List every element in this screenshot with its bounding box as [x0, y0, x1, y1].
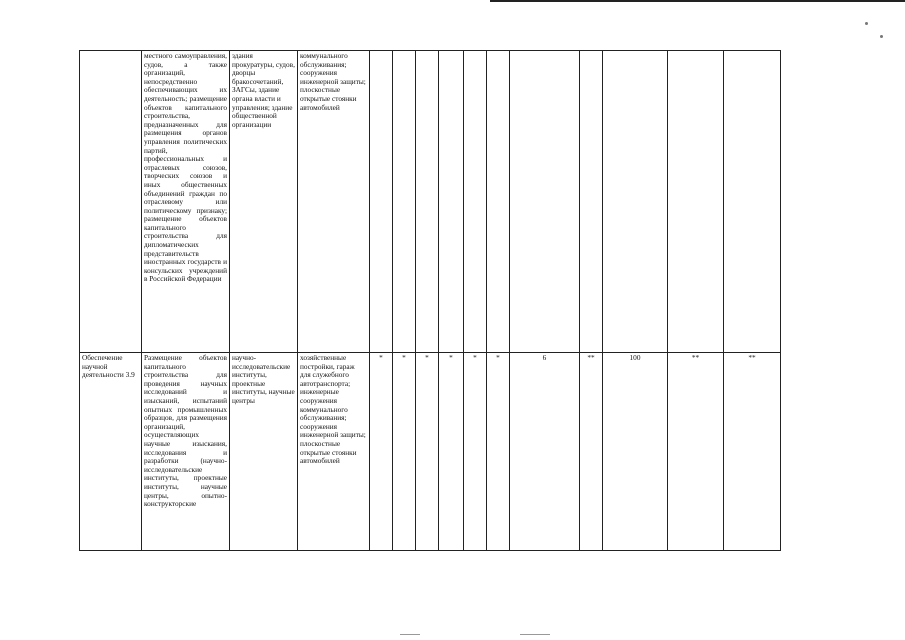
parameter-cell	[464, 51, 487, 353]
parameter-cell: **	[668, 353, 724, 551]
parameter-cell: 6	[510, 353, 580, 551]
parameter-cell	[603, 51, 668, 353]
parameter-cell: *	[393, 353, 416, 551]
parameter-cell	[393, 51, 416, 353]
parameter-cell: 100	[603, 353, 668, 551]
scan-dust-mark	[880, 35, 883, 38]
parameter-cell	[439, 51, 464, 353]
parameter-cell: *	[464, 353, 487, 551]
parameter-cell	[580, 51, 603, 353]
land-use-description-cell: Размещение объектов капитального строительства для проведения научных исследований и изысканий, испытаний опытных промышленных образцов, для размещения организаций, осуществляющих научные изыскания, исследования и разработки (научно-исследовательские институты, проектные институты, научные центры, опытно-конструкторские	[142, 353, 230, 551]
parameter-cell: **	[580, 353, 603, 551]
parameter-cell: *	[416, 353, 439, 551]
land-use-name-cell	[80, 51, 142, 353]
parameter-cell: *	[487, 353, 510, 551]
table-row	[80, 51, 781, 353]
scan-top-border-line	[490, 0, 905, 2]
parameter-cell	[487, 51, 510, 353]
table-row	[80, 353, 781, 551]
regulation-table	[79, 50, 781, 551]
parameter-cell	[510, 51, 580, 353]
auxiliary-objects-cell: хозяйственные постройки, гараж для служебного автотранспорта; инженерные сооружения коммунального обслуживания; сооружения инженерной защиты; плоскостные открытые стоянки автомобилей	[298, 353, 370, 551]
scan-noise-line	[520, 634, 550, 635]
parameter-cell: *	[370, 353, 393, 551]
parameter-cell	[370, 51, 393, 353]
parameter-cell	[416, 51, 439, 353]
main-objects-cell: научно-исследовательские институты, проектные институты, научные центры	[230, 353, 298, 551]
auxiliary-objects-cell: коммунального обслуживания; сооружения инженерной защиты; плоскостные открытые стоянки автомобилей	[298, 51, 370, 353]
parameter-cell	[668, 51, 724, 353]
scan-noise-line	[400, 634, 420, 635]
land-use-description-cell: местного самоуправления, судов, а также организаций, непосредственно обеспечивающих их деятельность; размещение объектов капитального строительства, предназначенных для размещения органов управления политических партий, профессиональных и отраслевых союзов, творческих союзов и иных общественных объединений граждан по отраслевому или политическому признаку; размещение объектов капитального строительства для дипломатических представительств иностранных государств и консульских учреждений в Российской Федерации	[142, 51, 230, 353]
parameter-cell: **	[724, 353, 781, 551]
scan-dust-mark	[865, 22, 868, 25]
parameter-cell: *	[439, 353, 464, 551]
parameter-cell	[724, 51, 781, 353]
land-use-name-cell: Обеспечение научной деятельности 3.9	[80, 353, 142, 551]
main-objects-cell: здания прокуратуры, судов, дворцы бракосочетаний, ЗАГСы, здание органа власти и управления; здание общественной организации	[230, 51, 298, 353]
